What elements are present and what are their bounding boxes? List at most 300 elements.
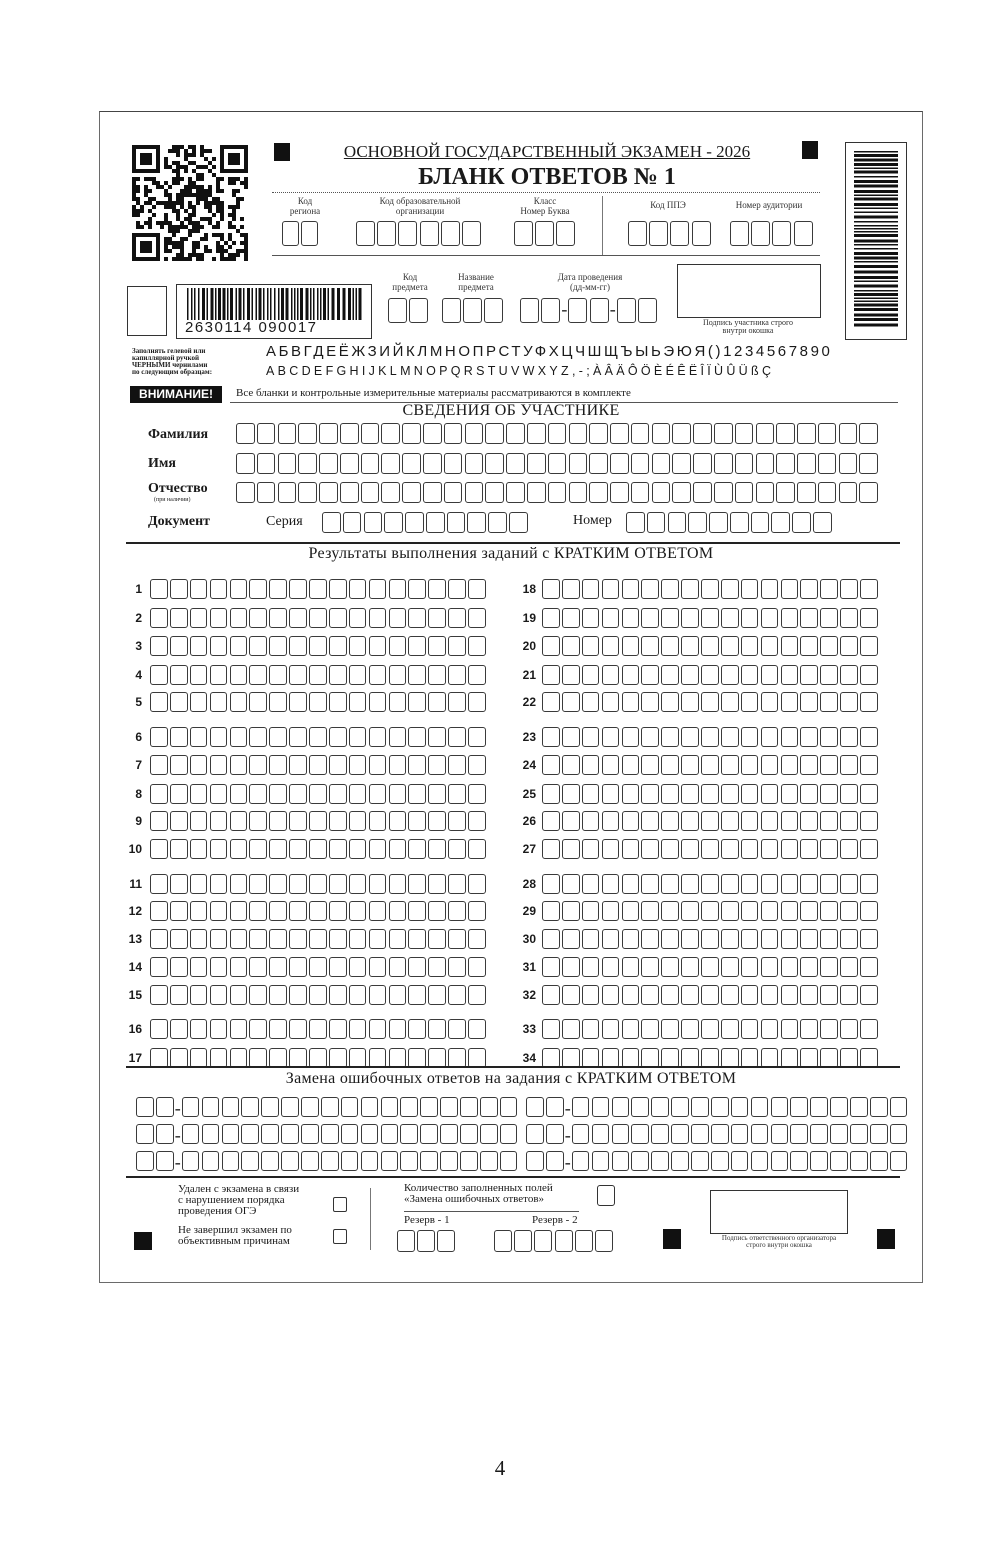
input-cell[interactable] (420, 1151, 438, 1171)
input-cell[interactable] (468, 608, 486, 628)
input-cell[interactable] (349, 727, 367, 747)
input-cell[interactable] (190, 874, 208, 894)
input-cell[interactable] (319, 482, 338, 503)
input-cell[interactable] (289, 957, 307, 977)
input-cell[interactable] (460, 1151, 478, 1171)
input-cell[interactable] (631, 1097, 649, 1117)
input-cell[interactable] (428, 839, 446, 859)
input-cell[interactable] (150, 755, 168, 775)
input-cell[interactable] (269, 692, 287, 712)
input-cell[interactable] (626, 512, 645, 533)
input-cell[interactable] (389, 755, 407, 775)
input-cell[interactable] (781, 839, 799, 859)
input-cell[interactable] (610, 423, 629, 444)
input-cell[interactable] (448, 784, 466, 804)
input-cell[interactable] (389, 901, 407, 921)
input-cell[interactable] (249, 692, 267, 712)
input-cell[interactable] (602, 901, 620, 921)
answer-cells-1[interactable] (150, 579, 488, 599)
input-cell[interactable] (468, 1019, 486, 1039)
input-cell[interactable] (741, 665, 759, 685)
input-cell[interactable] (542, 874, 560, 894)
answer-cells-13[interactable] (150, 929, 488, 949)
answer-cells-20[interactable] (542, 636, 880, 656)
input-cell[interactable] (548, 423, 567, 444)
input-cell[interactable] (190, 579, 208, 599)
input-cell[interactable] (542, 755, 560, 775)
input-cell[interactable] (278, 482, 297, 503)
input-cell[interactable] (761, 957, 779, 977)
input-cell[interactable] (210, 692, 228, 712)
input-cell[interactable] (210, 727, 228, 747)
input-cell[interactable] (721, 608, 739, 628)
input-cell[interactable] (269, 755, 287, 775)
input-cell[interactable] (526, 1124, 544, 1144)
input-cell[interactable] (278, 453, 297, 474)
input-cell[interactable] (840, 608, 858, 628)
input-cell[interactable] (701, 665, 719, 685)
input-cell[interactable] (610, 453, 629, 474)
input-cell[interactable] (701, 608, 719, 628)
input-cell[interactable] (389, 727, 407, 747)
input-cell[interactable] (527, 423, 546, 444)
input-cell[interactable] (692, 221, 711, 246)
input-cell[interactable] (721, 636, 739, 656)
input-cell[interactable] (389, 957, 407, 977)
input-cell[interactable] (349, 957, 367, 977)
input-cell[interactable] (289, 665, 307, 685)
subject-code-cells[interactable] (388, 298, 430, 323)
input-cell[interactable] (448, 1048, 466, 1068)
input-cell[interactable] (249, 636, 267, 656)
exam-date-cells[interactable] (520, 298, 659, 323)
input-cell[interactable] (592, 1097, 610, 1117)
input-cell[interactable] (681, 957, 699, 977)
input-cell[interactable] (602, 692, 620, 712)
input-cell[interactable] (170, 901, 188, 921)
input-cell[interactable] (509, 512, 528, 533)
input-cell[interactable] (672, 423, 691, 444)
input-cell[interactable] (800, 784, 818, 804)
input-cell[interactable] (440, 1124, 458, 1144)
input-cell[interactable] (761, 755, 779, 775)
input-cell[interactable] (647, 512, 666, 533)
input-cell[interactable] (257, 482, 276, 503)
input-cell[interactable] (641, 692, 659, 712)
input-cell[interactable] (860, 784, 878, 804)
input-cell[interactable] (641, 784, 659, 804)
input-cell[interactable] (381, 482, 400, 503)
input-cell[interactable] (602, 929, 620, 949)
answer-cells-4[interactable] (150, 665, 488, 685)
input-cell[interactable] (468, 929, 486, 949)
input-cell[interactable] (582, 636, 600, 656)
input-cell[interactable] (681, 784, 699, 804)
input-cell[interactable] (820, 901, 838, 921)
input-cell[interactable] (465, 453, 484, 474)
input-cell[interactable] (440, 1151, 458, 1171)
input-cell[interactable] (241, 1097, 259, 1117)
input-cell[interactable] (361, 453, 380, 474)
input-cell[interactable] (428, 608, 446, 628)
input-cell[interactable] (349, 784, 367, 804)
input-cell[interactable] (269, 811, 287, 831)
input-cell[interactable] (388, 298, 407, 323)
input-cell[interactable] (156, 1151, 174, 1171)
input-cell[interactable] (369, 727, 387, 747)
input-cell[interactable] (428, 811, 446, 831)
input-cell[interactable] (230, 839, 248, 859)
input-cell[interactable] (562, 811, 580, 831)
input-cell[interactable] (329, 636, 347, 656)
input-cell[interactable] (820, 874, 838, 894)
answer-cells-7[interactable] (150, 755, 488, 775)
input-cell[interactable] (582, 985, 600, 1005)
input-cell[interactable] (840, 985, 858, 1005)
input-cell[interactable] (541, 298, 560, 323)
input-cell[interactable] (389, 636, 407, 656)
input-cell[interactable] (741, 839, 759, 859)
input-cell[interactable] (860, 901, 878, 921)
input-cell[interactable] (859, 453, 878, 474)
input-cell[interactable] (840, 636, 858, 656)
input-cell[interactable] (721, 692, 739, 712)
input-cell[interactable] (428, 784, 446, 804)
input-cell[interactable] (170, 692, 188, 712)
input-cell[interactable] (444, 482, 463, 503)
input-cell[interactable] (408, 608, 426, 628)
input-cell[interactable] (428, 1019, 446, 1039)
input-cell[interactable] (741, 692, 759, 712)
input-cell[interactable] (309, 727, 327, 747)
input-cell[interactable] (661, 755, 679, 775)
input-cell[interactable] (190, 929, 208, 949)
input-cell[interactable] (269, 901, 287, 921)
input-cell[interactable] (622, 755, 640, 775)
input-cell[interactable] (820, 811, 838, 831)
series-cells[interactable] (322, 512, 530, 533)
input-cell[interactable] (661, 874, 679, 894)
input-cell[interactable] (800, 901, 818, 921)
input-cell[interactable] (592, 1151, 610, 1171)
input-cell[interactable] (830, 1151, 848, 1171)
input-cell[interactable] (671, 1124, 689, 1144)
input-cell[interactable] (170, 1019, 188, 1039)
input-cell[interactable] (210, 608, 228, 628)
input-cell[interactable] (329, 665, 347, 685)
replacement-row-right[interactable] (526, 1097, 910, 1119)
input-cell[interactable] (589, 453, 608, 474)
input-cell[interactable] (190, 839, 208, 859)
input-cell[interactable] (756, 482, 775, 503)
input-cell[interactable] (860, 636, 878, 656)
input-cell[interactable] (329, 755, 347, 775)
input-cell[interactable] (309, 755, 327, 775)
input-cell[interactable] (467, 512, 486, 533)
input-cell[interactable] (860, 874, 878, 894)
input-cell[interactable] (701, 636, 719, 656)
input-cell[interactable] (289, 579, 307, 599)
input-cell[interactable] (735, 482, 754, 503)
input-cell[interactable] (329, 1048, 347, 1068)
input-cell[interactable] (721, 755, 739, 775)
input-cell[interactable] (569, 423, 588, 444)
input-cell[interactable] (810, 1097, 828, 1117)
input-cell[interactable] (542, 957, 560, 977)
input-cell[interactable] (661, 929, 679, 949)
input-cell[interactable] (562, 755, 580, 775)
count-checkbox[interactable] (597, 1185, 615, 1206)
input-cell[interactable] (465, 423, 484, 444)
input-cell[interactable] (257, 453, 276, 474)
input-cell[interactable] (671, 1151, 689, 1171)
input-cell[interactable] (230, 579, 248, 599)
input-cell[interactable] (384, 512, 403, 533)
organizer-signature-box[interactable] (710, 1190, 848, 1234)
input-cell[interactable] (190, 1019, 208, 1039)
input-cell[interactable] (840, 784, 858, 804)
input-cell[interactable] (156, 1124, 174, 1144)
input-cell[interactable] (612, 1097, 630, 1117)
input-cell[interactable] (408, 1019, 426, 1039)
input-cell[interactable] (428, 755, 446, 775)
input-cell[interactable] (546, 1124, 564, 1144)
input-cell[interactable] (641, 957, 659, 977)
input-cell[interactable] (562, 1048, 580, 1068)
answer-cells-12[interactable] (150, 901, 488, 921)
input-cell[interactable] (761, 636, 779, 656)
input-cell[interactable] (488, 512, 507, 533)
input-cell[interactable] (790, 1124, 808, 1144)
input-cell[interactable] (860, 929, 878, 949)
input-cell[interactable] (860, 985, 878, 1005)
input-cell[interactable] (340, 423, 359, 444)
input-cell[interactable] (349, 811, 367, 831)
answer-cells-10[interactable] (150, 839, 488, 859)
input-cell[interactable] (582, 727, 600, 747)
input-cell[interactable] (281, 1097, 299, 1117)
input-cell[interactable] (709, 512, 728, 533)
input-cell[interactable] (301, 1124, 319, 1144)
input-cell[interactable] (890, 1097, 908, 1117)
input-cell[interactable] (818, 453, 837, 474)
input-cell[interactable] (800, 839, 818, 859)
input-cell[interactable] (741, 755, 759, 775)
input-cell[interactable] (447, 512, 466, 533)
input-cell[interactable] (542, 1019, 560, 1039)
answer-cells-30[interactable] (542, 929, 880, 949)
region-code-cells[interactable] (282, 221, 320, 246)
surname-cells[interactable] (236, 423, 880, 444)
input-cell[interactable] (329, 957, 347, 977)
answer-cells-27[interactable] (542, 839, 880, 859)
input-cell[interactable] (631, 453, 650, 474)
input-cell[interactable] (701, 1019, 719, 1039)
input-cell[interactable] (468, 692, 486, 712)
input-cell[interactable] (800, 929, 818, 949)
input-cell[interactable] (230, 929, 248, 949)
input-cell[interactable] (741, 811, 759, 831)
input-cell[interactable] (681, 636, 699, 656)
input-cell[interactable] (714, 482, 733, 503)
input-cell[interactable] (721, 839, 739, 859)
input-cell[interactable] (800, 608, 818, 628)
input-cell[interactable] (210, 784, 228, 804)
input-cell[interactable] (602, 784, 620, 804)
input-cell[interactable] (661, 901, 679, 921)
input-cell[interactable] (249, 727, 267, 747)
input-cell[interactable] (701, 755, 719, 775)
input-cell[interactable] (448, 692, 466, 712)
input-cell[interactable] (520, 298, 539, 323)
input-cell[interactable] (400, 1097, 418, 1117)
input-cell[interactable] (309, 901, 327, 921)
input-cell[interactable] (622, 1019, 640, 1039)
input-cell[interactable] (631, 482, 650, 503)
input-cell[interactable] (542, 692, 560, 712)
input-cell[interactable] (681, 727, 699, 747)
input-cell[interactable] (641, 929, 659, 949)
input-cell[interactable] (771, 1097, 789, 1117)
input-cell[interactable] (468, 665, 486, 685)
input-cell[interactable] (792, 512, 811, 533)
input-cell[interactable] (402, 423, 421, 444)
input-cell[interactable] (389, 608, 407, 628)
input-cell[interactable] (329, 839, 347, 859)
input-cell[interactable] (542, 784, 560, 804)
input-cell[interactable] (820, 957, 838, 977)
input-cell[interactable] (349, 985, 367, 1005)
input-cell[interactable] (781, 665, 799, 685)
input-cell[interactable] (468, 755, 486, 775)
answer-cells-24[interactable] (542, 755, 880, 775)
input-cell[interactable] (389, 1048, 407, 1068)
input-cell[interactable] (562, 692, 580, 712)
answer-cells-34[interactable] (542, 1048, 880, 1068)
input-cell[interactable] (562, 784, 580, 804)
input-cell[interactable] (361, 482, 380, 503)
input-cell[interactable] (170, 636, 188, 656)
input-cell[interactable] (701, 727, 719, 747)
input-cell[interactable] (800, 1048, 818, 1068)
input-cell[interactable] (691, 1124, 709, 1144)
input-cell[interactable] (761, 811, 779, 831)
input-cell[interactable] (349, 636, 367, 656)
input-cell[interactable] (556, 221, 575, 246)
input-cell[interactable] (190, 901, 208, 921)
input-cell[interactable] (480, 1151, 498, 1171)
input-cell[interactable] (349, 665, 367, 685)
input-cell[interactable] (230, 985, 248, 1005)
input-cell[interactable] (781, 1048, 799, 1068)
input-cell[interactable] (781, 636, 799, 656)
input-cell[interactable] (468, 839, 486, 859)
answer-cells-14[interactable] (150, 957, 488, 977)
answer-cells-8[interactable] (150, 784, 488, 804)
input-cell[interactable] (800, 636, 818, 656)
input-cell[interactable] (781, 755, 799, 775)
input-cell[interactable] (150, 811, 168, 831)
input-cell[interactable] (681, 929, 699, 949)
input-cell[interactable] (810, 1151, 828, 1171)
input-cell[interactable] (776, 423, 795, 444)
input-cell[interactable] (381, 423, 400, 444)
input-cell[interactable] (714, 423, 733, 444)
input-cell[interactable] (622, 727, 640, 747)
input-cell[interactable] (602, 636, 620, 656)
input-cell[interactable] (582, 874, 600, 894)
input-cell[interactable] (400, 1151, 418, 1171)
input-cell[interactable] (340, 482, 359, 503)
input-cell[interactable] (860, 1048, 878, 1068)
input-cell[interactable] (369, 901, 387, 921)
input-cell[interactable] (622, 665, 640, 685)
input-cell[interactable] (448, 1019, 466, 1039)
input-cell[interactable] (771, 1151, 789, 1171)
input-cell[interactable] (150, 727, 168, 747)
input-cell[interactable] (329, 901, 347, 921)
input-cell[interactable] (860, 727, 878, 747)
input-cell[interactable] (448, 636, 466, 656)
input-cell[interactable] (602, 957, 620, 977)
input-cell[interactable] (681, 874, 699, 894)
input-cell[interactable] (800, 755, 818, 775)
input-cell[interactable] (622, 811, 640, 831)
input-cell[interactable] (661, 784, 679, 804)
input-cell[interactable] (781, 1019, 799, 1039)
input-cell[interactable] (389, 692, 407, 712)
input-cell[interactable] (761, 727, 779, 747)
input-cell[interactable] (771, 512, 790, 533)
input-cell[interactable] (408, 636, 426, 656)
replacement-row-left[interactable] (136, 1124, 520, 1146)
input-cell[interactable] (582, 901, 600, 921)
input-cell[interactable] (269, 874, 287, 894)
input-cell[interactable] (190, 1048, 208, 1068)
input-cell[interactable] (136, 1124, 154, 1144)
input-cell[interactable] (485, 453, 504, 474)
input-cell[interactable] (582, 1048, 600, 1068)
input-cell[interactable] (800, 579, 818, 599)
input-cell[interactable] (661, 608, 679, 628)
input-cell[interactable] (661, 727, 679, 747)
input-cell[interactable] (309, 692, 327, 712)
input-cell[interactable] (820, 839, 838, 859)
input-cell[interactable] (150, 636, 168, 656)
input-cell[interactable] (428, 1048, 446, 1068)
replacement-row-right[interactable] (526, 1124, 910, 1146)
input-cell[interactable] (721, 957, 739, 977)
input-cell[interactable] (761, 692, 779, 712)
input-cell[interactable] (210, 874, 228, 894)
input-cell[interactable] (781, 929, 799, 949)
input-cell[interactable] (428, 665, 446, 685)
input-cell[interactable] (408, 727, 426, 747)
input-cell[interactable] (820, 665, 838, 685)
input-cell[interactable] (582, 957, 600, 977)
input-cell[interactable] (860, 579, 878, 599)
input-cell[interactable] (170, 811, 188, 831)
input-cell[interactable] (249, 901, 267, 921)
input-cell[interactable] (202, 1097, 220, 1117)
input-cell[interactable] (840, 755, 858, 775)
input-cell[interactable] (230, 901, 248, 921)
input-cell[interactable] (500, 1124, 518, 1144)
input-cell[interactable] (562, 608, 580, 628)
input-cell[interactable] (542, 839, 560, 859)
input-cell[interactable] (381, 1097, 399, 1117)
patronymic-cells[interactable] (236, 482, 880, 503)
